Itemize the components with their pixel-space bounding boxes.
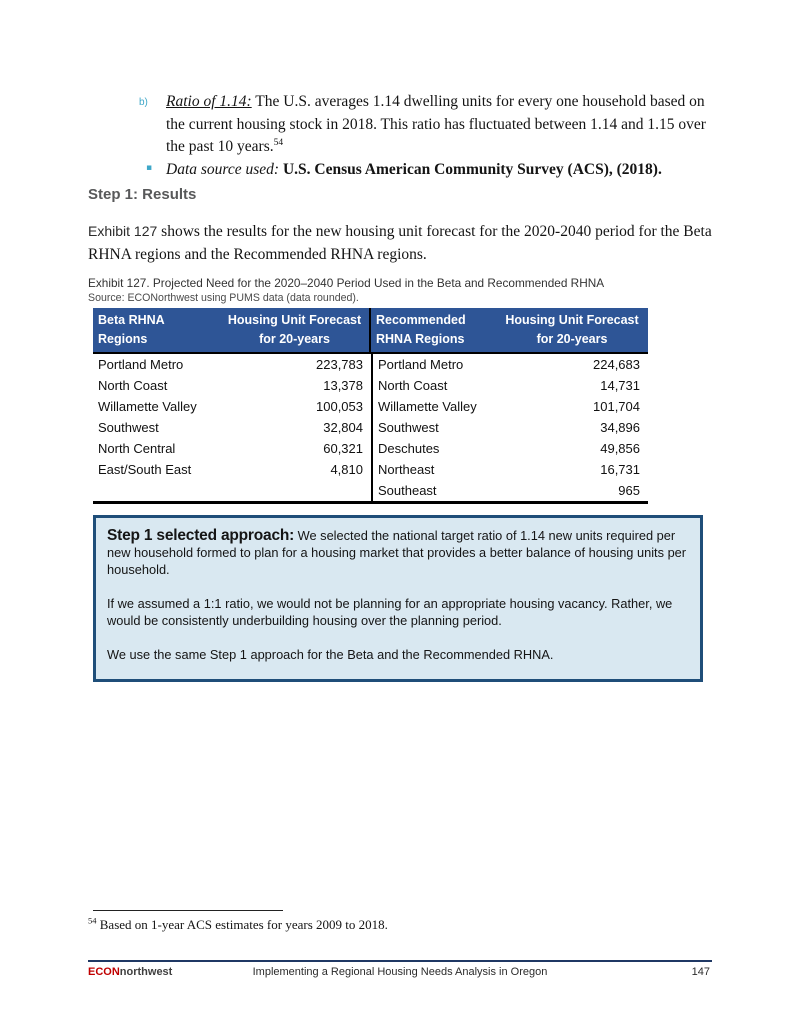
table-row xyxy=(93,396,648,417)
table-cell-recommended-region: Deschutes xyxy=(371,438,493,459)
footnote xyxy=(88,917,708,933)
callout-heading: Step 1 selected approach: xyxy=(107,527,295,544)
paragraph-text: shows the results for the new housing unit forecast for the 2020-2040 period for the Beta RHNA regions and the Recommended RHNA regions. xyxy=(88,223,712,263)
exhibit-caption: Exhibit 127. Projected Need for the 2020–2040 Period Used in the Beta and Recommended RHNA xyxy=(88,276,605,290)
table-cell-beta-region xyxy=(93,480,215,501)
ratio-lead: Ratio of 1.14: xyxy=(166,93,252,110)
data-source-label: Data source used: xyxy=(166,161,280,178)
table-cell-beta-region: Portland Metro xyxy=(98,357,184,372)
table-cell-beta-region: East/South East xyxy=(98,462,192,477)
table-cell-beta-value: 60,321 xyxy=(323,441,363,456)
footer-document-title: Implementing a Regional Housing Needs Analysis in Oregon xyxy=(252,966,548,978)
brand-accent: ECON xyxy=(88,966,120,978)
table-header-recommended-forecast: Housing Unit Forecast for 20-years xyxy=(505,313,639,346)
table-cell-recommended-value: 16,731 xyxy=(600,462,640,477)
callout-paragraph-2: If we assumed a 1:1 ratio, we would not be planning for an appropriate housing vacancy. Rather, we would be consistently underbuilding housing over the planning period. xyxy=(107,596,673,628)
table-cell-recommended-value: 34,896 xyxy=(600,420,640,435)
table-row xyxy=(93,459,648,480)
table-cell-beta-value xyxy=(215,480,371,501)
footnote-reference: 54 xyxy=(273,137,284,148)
table-cell-beta-value: 4,810 xyxy=(330,462,363,477)
table-cell-recommended-value: 49,856 xyxy=(600,441,640,456)
callout-paragraph-1 xyxy=(107,527,688,578)
table-cell-recommended-region: Willamette Valley xyxy=(371,396,493,417)
brand-rest: northwest xyxy=(119,966,173,978)
table-cell-recommended-region: Northeast xyxy=(371,459,493,480)
exhibit-table xyxy=(93,308,648,504)
callout-lead-text: We selected the national target ratio of 1.14 new units required per new household formed to plan for a housing market that provides a better balance of housing units per household. xyxy=(107,528,687,577)
table-cell-recommended-value: 101,704 xyxy=(593,399,640,414)
table-cell-recommended-region: Southeast xyxy=(371,480,493,501)
table-cell-beta-region: North Coast xyxy=(98,378,168,393)
table-row xyxy=(93,417,648,438)
table-cell-recommended-region: Southwest xyxy=(371,417,493,438)
table-cell-recommended-value: 224,683 xyxy=(593,357,640,372)
table-body xyxy=(93,354,648,501)
data-source-item xyxy=(166,159,726,181)
table-cell-beta-region: Southwest xyxy=(98,420,159,435)
table-cell-beta-value: 223,783 xyxy=(316,357,363,372)
list-item-marker: b) xyxy=(139,97,148,108)
table-header-recommended-regions: Recommended RHNA Regions xyxy=(369,308,493,352)
page-number: 147 xyxy=(691,966,710,978)
table-row xyxy=(93,375,648,396)
table-cell-recommended-value: 14,731 xyxy=(600,378,640,393)
footnote-divider xyxy=(93,910,283,911)
ratio-list-item xyxy=(166,91,718,159)
ratio-body: The U.S. averages 1.14 dwelling units for every one household based on the current housing stock in 2018. This ratio has fluctuated between 1.14 and 1.15 over the past 10 years. xyxy=(166,93,706,155)
table-cell-recommended-region: Portland Metro xyxy=(371,354,493,375)
exhibit-reference: Exhibit 127 xyxy=(88,223,158,239)
data-source-value: U.S. Census American Community Survey (ACS), (2018). xyxy=(282,161,662,178)
exhibit-source: Source: ECONorthwest using PUMS data (data rounded). xyxy=(88,292,359,304)
table-row xyxy=(93,354,648,375)
table-cell-beta-value: 100,053 xyxy=(316,399,363,414)
table-row xyxy=(93,480,648,501)
table-header-row xyxy=(93,308,648,354)
table-row xyxy=(93,438,648,459)
table-cell-beta-value: 32,804 xyxy=(323,420,363,435)
step1-approach-callout xyxy=(93,515,703,682)
callout-paragraph-3: We use the same Step 1 approach for the Beta and the Recommended RHNA. xyxy=(107,647,554,662)
footer-content xyxy=(88,966,712,980)
footnote-text: Based on 1-year ACS estimates for years 2009 to 2018. xyxy=(96,917,388,932)
table-cell-beta-value: 13,378 xyxy=(323,378,363,393)
table-cell-recommended-value: 965 xyxy=(618,483,640,498)
page-footer xyxy=(88,960,712,980)
table-cell-beta-region: North Central xyxy=(98,441,176,456)
footnote-number: 54 xyxy=(88,915,97,926)
table-header-beta-regions: Beta RHNA Regions xyxy=(98,313,165,346)
body-paragraph xyxy=(88,220,718,266)
bullet-icon: ▪ xyxy=(146,163,153,173)
table-cell-recommended-region: North Coast xyxy=(371,375,493,396)
table-cell-beta-region: Willamette Valley xyxy=(98,399,197,414)
table-header-beta-forecast: Housing Unit Forecast for 20-years xyxy=(227,313,362,346)
section-heading: Step 1: Results xyxy=(88,186,197,203)
